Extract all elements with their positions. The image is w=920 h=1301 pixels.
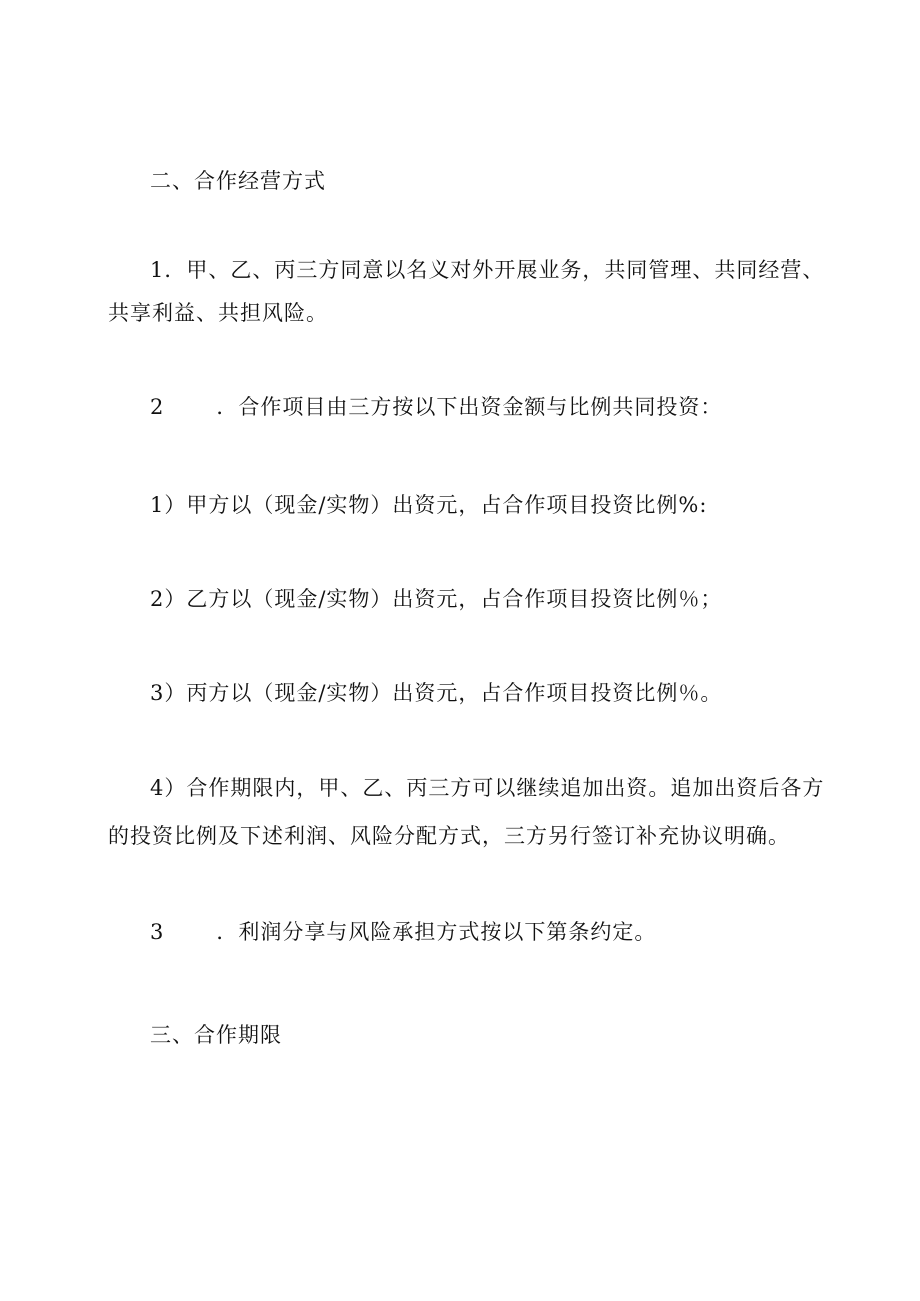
subclause-party-c: 3）丙方以（现金/实物）出资元，占合作项目投资比例％。 bbox=[150, 681, 723, 705]
clause-1-line-2: 共享利益、共担风险。 bbox=[108, 301, 328, 325]
clause-3-text: ．利润分享与风险承担方式按以下第条约定。 bbox=[216, 920, 657, 944]
clause-2 bbox=[150, 392, 722, 422]
section-heading-cooperation-mode: 二、合作经营方式 bbox=[150, 169, 326, 193]
subclause-4-line-2: 的投资比例及下述利润、风险分配方式，三方另行签订补充协议明确。 bbox=[108, 824, 790, 848]
subclause-party-b: 2）乙方以（现金/实物）出资元，占合作项目投资比例％； bbox=[150, 587, 723, 611]
clause-2-text: ．合作项目由三方按以下出资金额与比例共同投资： bbox=[216, 395, 723, 419]
clause-3-number: 3 bbox=[150, 920, 165, 944]
subclause-4-line-1: 4）合作期限内，甲、乙、丙三方可以继续追加出资。追加出资后各方 bbox=[150, 776, 825, 800]
subclause-party-a: 1）甲方以（现金/实物）出资元，占合作项目投资比例%: bbox=[150, 493, 708, 517]
clause-2-number: 2 bbox=[150, 395, 165, 419]
section-heading-cooperation-term: 三、合作期限 bbox=[150, 1023, 282, 1047]
clause-1-line-1: 1．甲、乙、丙三方同意以名义对外开展业务，共同管理、共同经营、 bbox=[150, 258, 825, 282]
clause-3 bbox=[150, 917, 656, 947]
